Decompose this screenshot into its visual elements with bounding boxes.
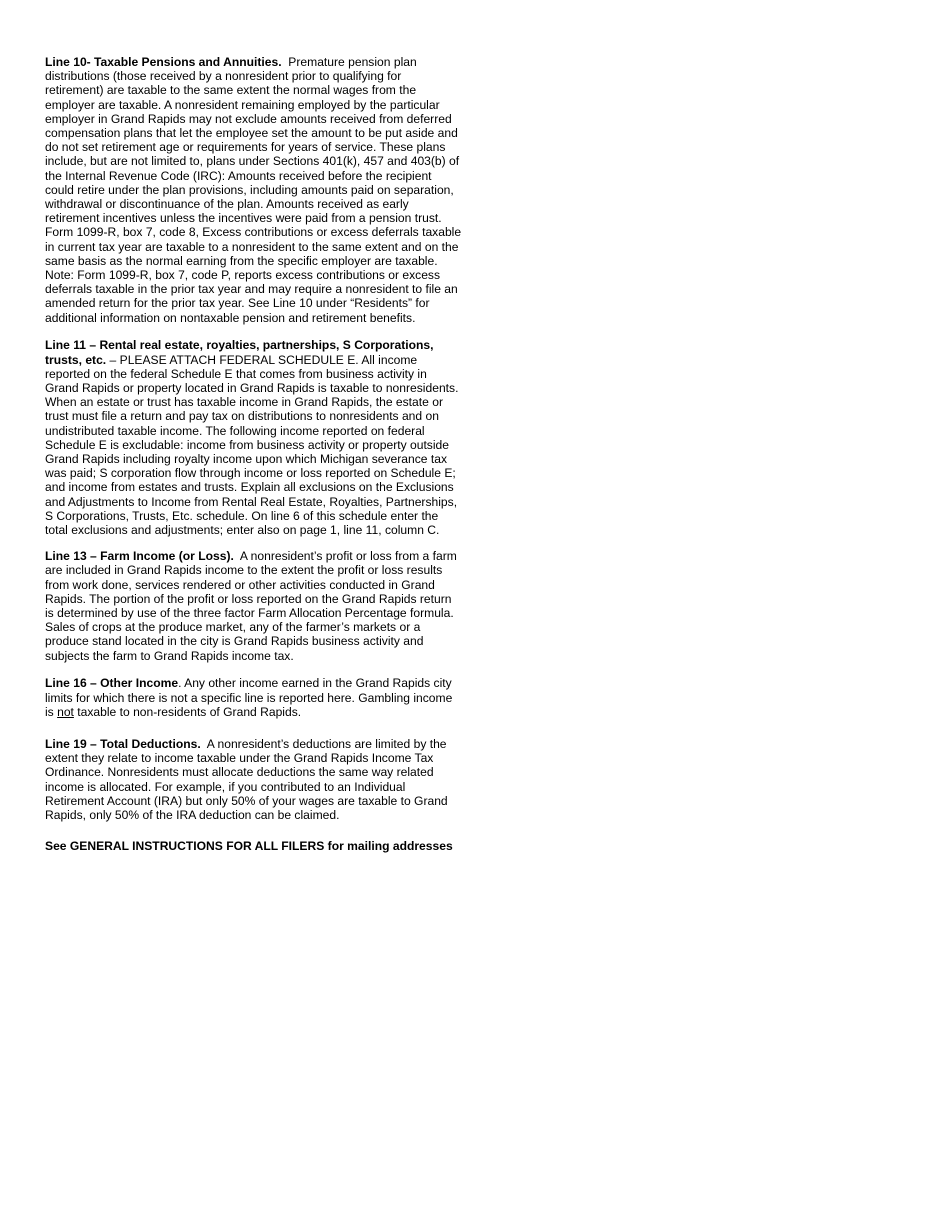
section-body: Premature pension plan distributions (those received by a nonresident prior to qualifying for retirement) are taxable to the same extent the normal wages from the employer are taxable. A nonresident remaining employed by the particular employer in Grand Rapids may not exclude amounts received from deferred compensation plans that let the employee set the amount to be put aside and do not set retirement age or requirements for years of service. These plans include, but are not limited to, plans under Sections 401(k), 457 and 403(b) of the Internal Revenue Code (IRC): Amounts received before the recipient could retire under the plan provisions, including amounts paid on separation, withdrawal or discontinuance of the plan. Amounts received as early retirement incentives unless the incentives were paid from a pension trust. Form 1099-R, box 7, code 8, Excess contributions or excess deferrals taxable in current tax year are taxable to a nonresident to the same extent and on the same basis as the normal earning from the specific employer are taxable. Note: Form 1099-R, box 7, code P, reports excess contributions or excess deferrals taxable in the prior tax year and may require a nonresident to file an amended return for the prior tax year. See Line 10 under “Residents” for additional information on nontaxable pension and retirement benefits. <box>45 55 462 325</box>
section-line-10 <box>45 55 463 325</box>
section-heading: Line 11 – Rental real estate, royalties, partnerships, S Corporations, trusts, etc. <box>45 338 434 367</box>
section-body: – PLEASE ATTACH FEDERAL SCHEDULE E. All income reported on the federal Schedule E that comes from business activity in Grand Rapids or property located in Grand Rapids is taxable to nonresidents. When an estate or trust has taxable income in Grand Rapids, the estate or trust must file a return and pay tax on distributions to nonresidents and on undistributed taxable income. The following income reported on federal Schedule E is excludable: income from business activity or property outside Grand Rapids including royalty income upon which Michigan severance tax was paid; S corporation flow through income or loss reported on Schedule E; and income from estates and trusts. Explain all exclusions on the Exclusions and Adjustments to Income from Rental Real Estate, Royalties, Partnerships, S Corporations, Trusts, Etc. schedule. On line 6 of this schedule enter the total exclusions and adjustments; enter also on page 1, line 11, column C. <box>45 352 459 537</box>
section-heading: Line 16 – Other Income <box>45 676 179 691</box>
section-heading: Line 19 – Total Deductions. <box>45 736 201 751</box>
section-body: . Any other income earned in the Grand Rapids city limits for which there is not a specific line is reported here. Gambling income is <box>45 676 453 719</box>
section-body-continued: taxable to non-residents of Grand Rapids. <box>73 704 302 719</box>
section-body: A nonresident’s profit or loss from a farm are included in Grand Rapids income to the extent the profit or loss results from work done, services rendered or other activities conducted in Grand Rapids. The portion of the profit or loss reported on the Grand Rapids return is determined by use of the three factor Farm Allocation Percentage formula. Sales of crops at the produce market, any of the farmer’s markets or a produce stand located in the city is Grand Rapids business activity and subjects the farm to Grand Rapids income tax. <box>45 549 457 663</box>
section-line-16 <box>45 676 463 719</box>
section-line-19 <box>45 737 463 822</box>
instructions-page <box>45 55 463 865</box>
section-heading: Line 13 – Farm Income (or Loss). <box>45 549 234 564</box>
section-heading: Line 10- Taxable Pensions and Annuities. <box>45 55 282 69</box>
section-line-11 <box>45 338 463 537</box>
mailing-addresses-note: See GENERAL INSTRUCTIONS FOR ALL FILERS for mailing addresses <box>45 839 453 854</box>
underlined-word: not <box>57 704 74 719</box>
section-line-13 <box>45 549 463 663</box>
section-body: A nonresident’s deductions are limited by the extent they relate to income taxable under the Grand Rapids Income Tax Ordinance. Nonresidents must allocate deductions the same way related income is allocated. For example, if you contributed to an Individual Retirement Account (IRA) but only 50% of your wages are taxable to Grand Rapids, only 50% of the IRA deduction can be claimed. <box>45 736 448 822</box>
